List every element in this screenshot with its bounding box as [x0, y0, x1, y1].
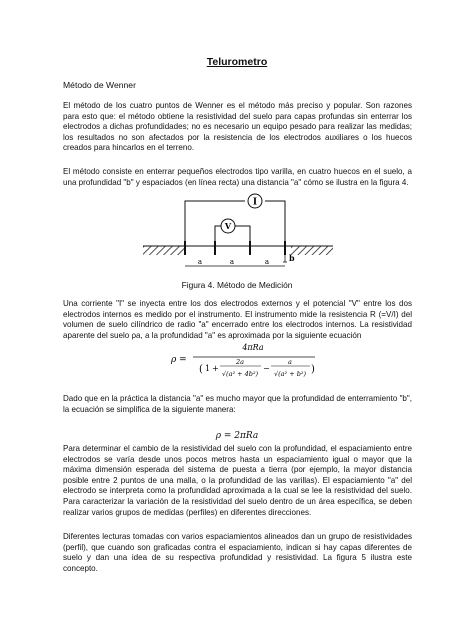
section-heading: Método de Wenner — [63, 80, 136, 90]
depth-label: b — [289, 253, 295, 263]
formula-frac2-den: √(a² + b²) — [273, 370, 307, 378]
figure-caption: Figura 4. Método de Medición — [181, 280, 293, 290]
spacing-label-3: a — [264, 258, 270, 266]
formula-one: 1 — [205, 364, 211, 373]
paragraph-method: El método consiste en enterrar pequeños electrodos tipo varilla, en cuatro huecos en el suelo, a una profundidad "b" y espaciados (en línea recta) una distancia "a" cómo se ilustra en la figura 4. — [63, 167, 412, 187]
svg-text:): ) — [311, 364, 315, 375]
formula-numerator: 4πRa — [242, 343, 264, 352]
simplified-formula — [0, 425, 474, 443]
paragraph-measurement: Una corriente "I" se inyecta entre los dos electrodos externos y el potencial "V" entre los dos electrodos internos es medido por el instrumento. El instrumento mide la resistencia R (=V/I) del volumen de suelo cilíndrico de radio "a" encerrado entre los electrodos internos. La resistividad aparente del suelo ρa, a la profundidad "a" es aproximada por la siguiente ecuación — [63, 299, 412, 340]
svg-text:(: ( — [199, 364, 203, 375]
ground-left — [143, 246, 185, 255]
paragraph-simplification: Dado que en la práctica la distancia "a" es mucho mayor que la profundidad de enterramiento "b", la ecuación se simplifica de la siguiente manera: — [63, 394, 412, 414]
resistivity-formula — [165, 340, 325, 380]
spacing-label-1: a — [197, 258, 203, 266]
spacing-label-2: a — [229, 258, 235, 266]
document-title: Telurometro — [206, 56, 268, 68]
svg-text:−: − — [263, 364, 270, 373]
svg-text:+: + — [212, 364, 219, 373]
formula-lhs: ρ = — [171, 355, 187, 365]
formula-frac2-num: a — [288, 358, 292, 366]
simplified-formula-text: ρ = 2πRa — [215, 431, 259, 441]
paragraph-profiles: Para determinar el cambio de la resistividad del suelo con la profundidad, el espaciamiento entre electrodos se varía desde unos pocos metros hasta un espaciamiento igual o mayor que la máxima dimensión esperada del sistema de puesta a tierra (por ejemplo, la mayor distancia posible entre 2 puntos de una malla, o la profundidad de las varillas). El espaciamiento "a" del electrodo se interpreta como la profundidad aproximada a la cual se lee la resistividad del suelo. Para caracterizar la variación de la resistividad del suelo dentro de un área específica, se deben realizar varios grupos de medidas (perfiles) en diferentes direcciones. — [63, 444, 412, 517]
paragraph-intro: El método de los cuatro puntos de Wenner es el método más preciso y popular. Son razones para esto que: el método obtiene la resistividad del suelo para capas profundas sin enterrar los electrodos a dichas profundidades; no es necesario un equipo pesado para realizar las medidas; los resultados no son afectados por la resistencia de los electrodos auxiliares o los huecos creados para hincarlos en el terreno. — [63, 101, 412, 153]
ground-right — [291, 246, 333, 255]
paragraph-graphing: Diferentes lecturas tomadas con varios espaciamientos alineados dan un grupo de resistividades (perfil), que cuando son graficadas contra el espaciamiento, indican si hay capas diferentes de suelo y dan una idea de su respectiva profundidad y resistividad. La figura 5 ilustra este concepto. — [63, 532, 412, 573]
measurement-diagram — [140, 186, 340, 276]
voltage-label: V — [224, 221, 232, 231]
formula-frac1-num: 2a — [235, 358, 245, 366]
current-label: I — [252, 197, 258, 208]
formula-frac1-den: √(a² + 4b²) — [221, 370, 259, 378]
